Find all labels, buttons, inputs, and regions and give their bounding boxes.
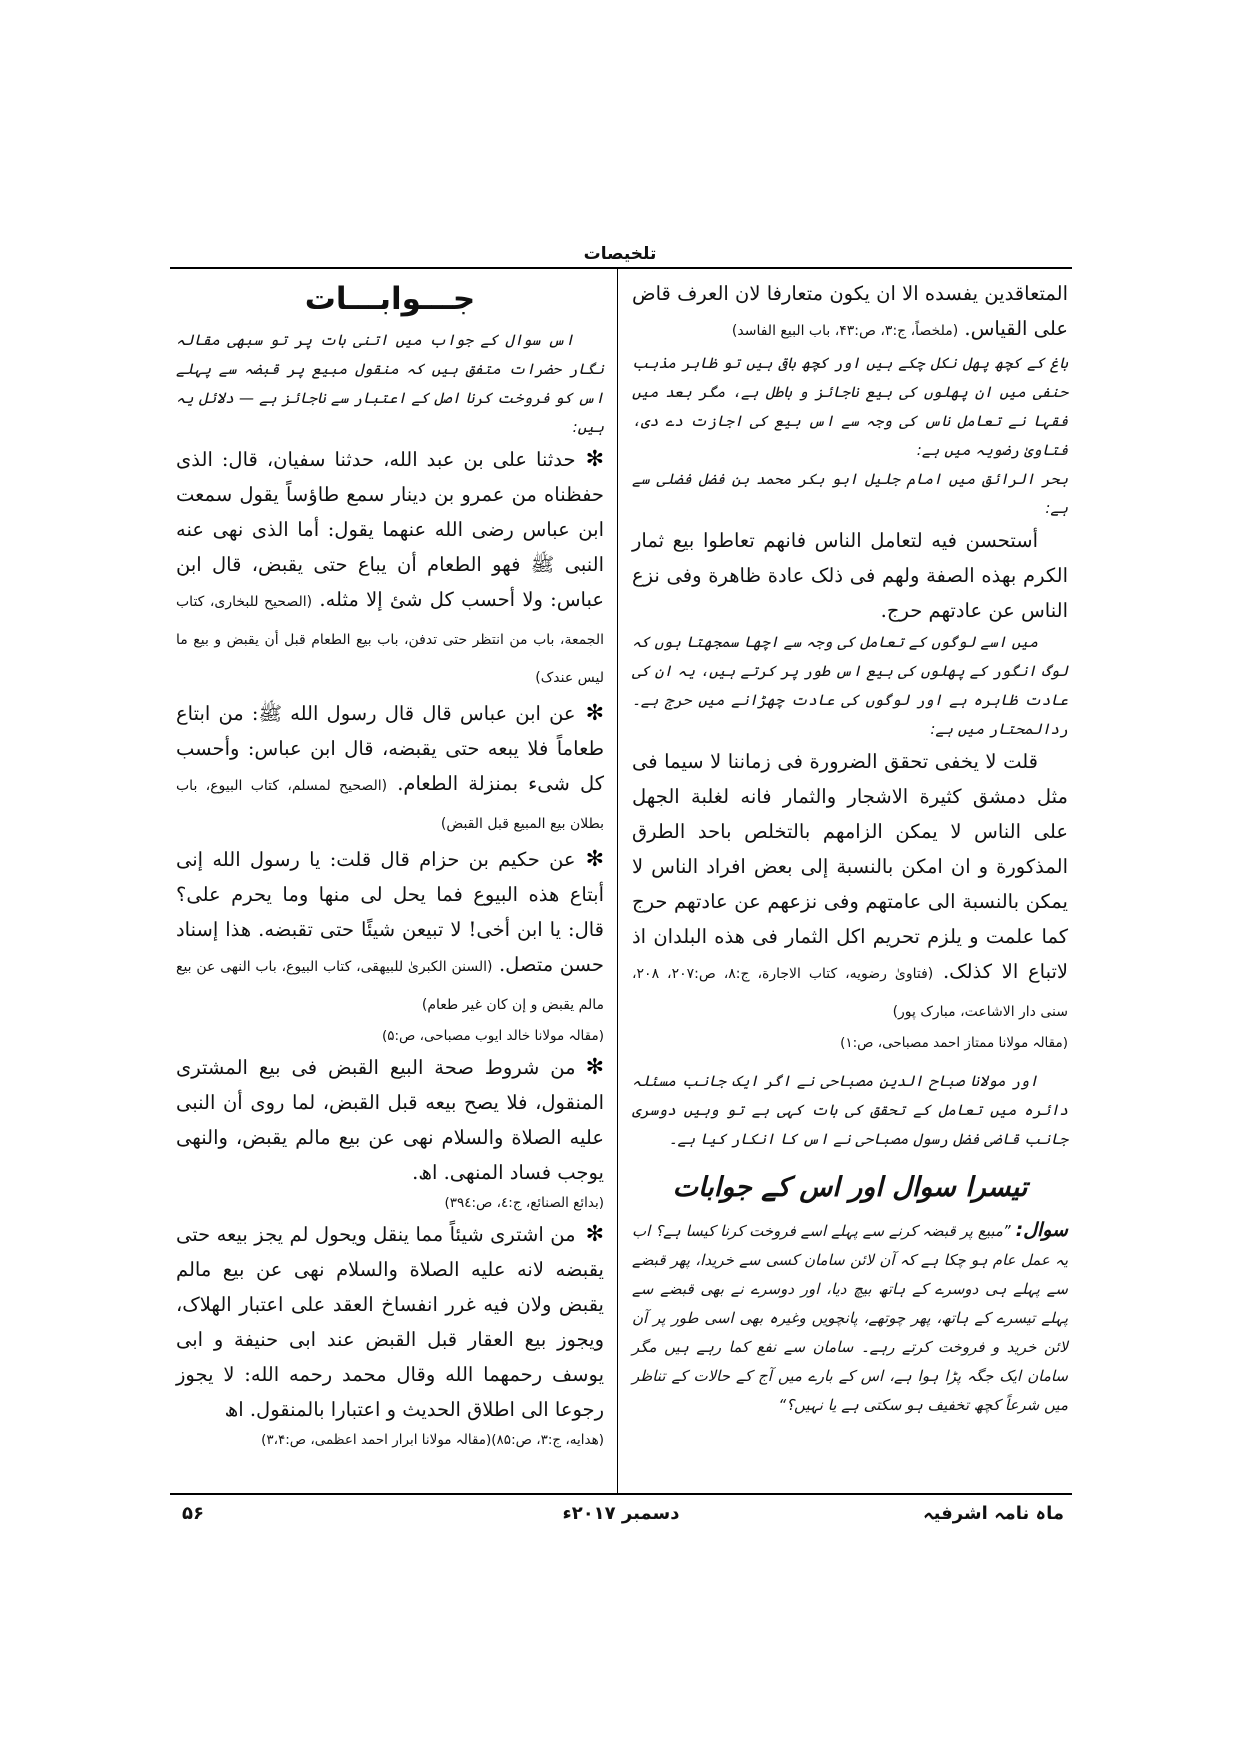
- reference: (بدائع الصنائع، ج:٤، ص:٣٩٤): [444, 1195, 604, 1211]
- section-heading: جـــوابـــات: [304, 281, 476, 317]
- section-heading: تیسرا سوال اور اس کے جوابات: [672, 1172, 1028, 1203]
- hadith-paragraph: ✻عن حکیم بن حزام قال قلت: یا رسول الله إنی أبتاع هذه البیوع فما یحل لی منها وما یحرم علی؟ قال: یا ابن أخی! لا تبیعن شیئًا حتی تقبضه. هذا إسناد حسن متصل. (السنن الکبریٰ للبیهقی، کتاب البیوع، باب النهی عن بیع مالم یقبض و إن کان غیر طعام): [176, 842, 604, 1023]
- paragraph: المتعاقدین یفسده الا ان یکون متعارفا لان العرف قاض علی القیاس. (ملخصاً، ج:۳، ص:۴۳، باب البیع الفاسد): [632, 282, 1068, 340]
- asterisk-icon: ✻: [585, 847, 604, 872]
- column-divider: [617, 268, 618, 1495]
- section-header-title: تلخیصات: [583, 244, 657, 264]
- page-number: ۵۶: [182, 1503, 204, 1524]
- asterisk-icon: ✻: [585, 1055, 604, 1080]
- bottom-rule: [170, 1493, 1072, 1495]
- asterisk-icon: ✻: [585, 1222, 604, 1247]
- fiqh-paragraph: ✻من اشتری شیئاً مما ینقل ویحول لم یجز بیعه حتی یقبضه لانه علیه الصلاة والسلام نهی عن بیع مالم یقبض ولان فیه غرر انفساخ العقد علی اعتبار الهلاک، ویجوز بیع العقار قبل القبض عند ابی حنیفة و ابی یوسف رحمهما الله وقال محمد رحمه الله: لا یجوز رجوعا الی اطلاق الحدیث و اعتبارا بالمنقول. اھ: [176, 1217, 604, 1427]
- fiqh-paragraph: ✻من شروط صحة البیع القبض فی بیع المشتری المنقول، فلا یصح بیعه قبل القبض، لما روی أن النبی علیه الصلاة والسلام نهی عن بیع مالم یقبض، والنهی یوجب فساد المنهی. اھ.: [176, 1050, 604, 1190]
- issue-date: دسمبر ۲۰۱۷ء: [562, 1503, 680, 1524]
- reference: (هدایه، ج:۳، ص:۸۵)(مقالہ مولانا ابرار احمد اعظمی، ص:۳،۴): [261, 1432, 604, 1448]
- asterisk-icon: ✻: [585, 701, 604, 726]
- arabic-quote: أستحسن فیه لتعامل الناس فانهم تعاطوا بیع ثمار الکرم بهذه الصفة ولهم فی ذلک عادة ظاهرة وفی نزع الناس عن عادتهم حرج.: [632, 529, 1068, 622]
- hadith-paragraph: ✻عن ابن عباس قال قال رسول الله ﷺ: من ابتاع طعاماً فلا یبعه حتی یقبضه، قال ابن عباس: وأحسب کل شیء بمنزلة الطعام. (الصحیح لمسلم، کتاب البیوع، باب بطلان بیع المبیع قبل القبض): [176, 696, 604, 842]
- arabic-quote: قلت لا یخفی تحقق الضرورة فی زماننا لا سیما فی مثل دمشق کثیرة الاشجار والثمار فانه لغلبة الجهل علی الناس لا یمکن الزامهم بالتخلص باحد الطرق المذکورة و ان امکن بالنسبة إلی بعض افراد الناس لا یمکن بالنسبة الی عامتهم وفی نزعهم عن عادتهم حرج کما علمت و یلزم تحریم اکل الثمار فی هذه البلدان اذ لاتباع الا کذلک. (فتاویٰ رضویه، کتاب الاجارة، ج:۸، ص:۲۰۷، ۲۰۸، سنی دار الاشاعت، مبارک پور): [632, 750, 1069, 1020]
- question-paragraph: سوال: ”مبیع پر قبضہ کرنے سے پہلے اسے فروخت کرنا کیسا ہے؟ اب یہ عمل عام ہو چکا ہے کہ آن لائن سامان کسی سے خریدا، پھر قبضے سے پہلے ہی دوسرے کے ہاتھ بیچ دیا، اور دوسرے نے بھی قبضے سے پہلے تیسرے کے ہاتھ، پھر چوتھے، پانچویں وغیرہ بھی اسی طور پر آن لائن خرید و فروخت کرتے رہے۔ سامان سے نفع کما رہے ہیں مگر سامان ایک جگہ پڑا ہوا ہے، اس کے بارے میں آج کے حالات کے تناظر میں شرعاً کچھ تخفیف ہو سکتی ہے یا نہیں؟“: [632, 1219, 1068, 1414]
- asterisk-icon: ✻: [585, 447, 604, 472]
- paragraph: اور مولانا صباح الدین مصباحی نے اگر ایک جانب مسئلہ دائرہ میں تعامل کے تحقق کی بات کہی ہے تو وہیں دوسری جانب قاضی فضل رسول مصباحی نے اس کا انکار کیا ہے۔: [632, 1072, 1068, 1148]
- reference: (السنن الکبریٰ للبیهقی، کتاب البیوع، باب النهی عن بیع مالم یقبض و إن کان غیر طعام): [176, 959, 604, 1013]
- reference: (ملخصاً، ج:۳، ص:۴۳، باب البیع الفاسد): [731, 323, 959, 339]
- paragraph: میں اسے لوگوں کے تعامل کی وجہ سے اچھا سمجھتا ہوں کہ لوگ انگور کے پھلوں کی بیع اس طور پر کرتے ہیں، یہ ان کی عادت ظاہرہ ہے اور لوگوں کی عادت چھڑانے میں حرج ہے۔ ردالمحتار میں ہے:: [632, 633, 1068, 738]
- reference: (فتاویٰ رضویه، کتاب الاجارة، ج:۸، ص:۲۰۷، ۲۰۸، سنی دار الاشاعت، مبارک پور): [632, 966, 1068, 1020]
- right-column: [632, 276, 1068, 1420]
- maqala-reference: (مقالہ مولانا ممتاز احمد مصباحی، ص:۱): [840, 1035, 1068, 1051]
- top-rule: [170, 267, 1072, 269]
- question-label: سوال:: [1015, 1219, 1068, 1241]
- intro-paragraph: اس سوال کے جواب میں اتنی بات پر تو سبھی مقالہ نگار حضرات متفق ہیں کہ منقول مبیع پر قبضہ سے پہلے اس کو فروخت کرنا اصل کے اعتبار سے ناجائز ہے — دلائل یہ ہیں:: [176, 331, 604, 436]
- page-footer: [170, 1503, 1072, 1543]
- paragraph: باغ کے کچھ پھل نکل چکے ہیں اور کچھ باقی ہیں تو ظاہر مذہب حنفی میں ان پھلوں کی بیع ناجائز و باطل ہے، مگر بعد میں فقہا نے تعامل ناس کی وجہ سے اس بیع کی اجازت دے دی، فتاویٰ رضویہ میں ہے:: [632, 354, 1068, 459]
- reference: (الصحیح لمسلم، کتاب البیوع، باب بطلان بیع المبیع قبل القبض): [176, 778, 604, 832]
- hadith-paragraph: ✻حدثنا علی بن عبد الله، حدثنا سفیان، قال: الذی حفظناه من عمرو بن دینار سمع طاؤساً یقول سمعت ابن عباس رضی الله عنهما یقول: أما الذی نهی عنه النبی ﷺ فهو الطعام أن یباع حتی یقبض، قال ابن عباس: ولا أحسب کل شئ إلا مثله. (الصحیح للبخاری، کتاب الجمعة، باب من انتظر حتی تدفن، باب بیع الطعام قبل أن یقبض و بیع ما لیس عندک): [176, 442, 604, 696]
- reference: (الصحیح للبخاری، کتاب الجمعة، باب من انتظر حتی تدفن، باب بیع الطعام قبل أن یقبض و بیع ما لیس عندک): [176, 594, 604, 686]
- left-column: [176, 276, 604, 1454]
- maqala-reference: (مقالہ مولانا خالد ایوب مصباحی، ص:۵): [381, 1028, 604, 1044]
- paragraph: بحر الرائق میں امام جلیل ابو بکر محمد بن فضل فضلی سے ہے:: [632, 470, 1068, 517]
- magazine-name: ماہ نامہ اشرفیہ: [923, 1503, 1064, 1524]
